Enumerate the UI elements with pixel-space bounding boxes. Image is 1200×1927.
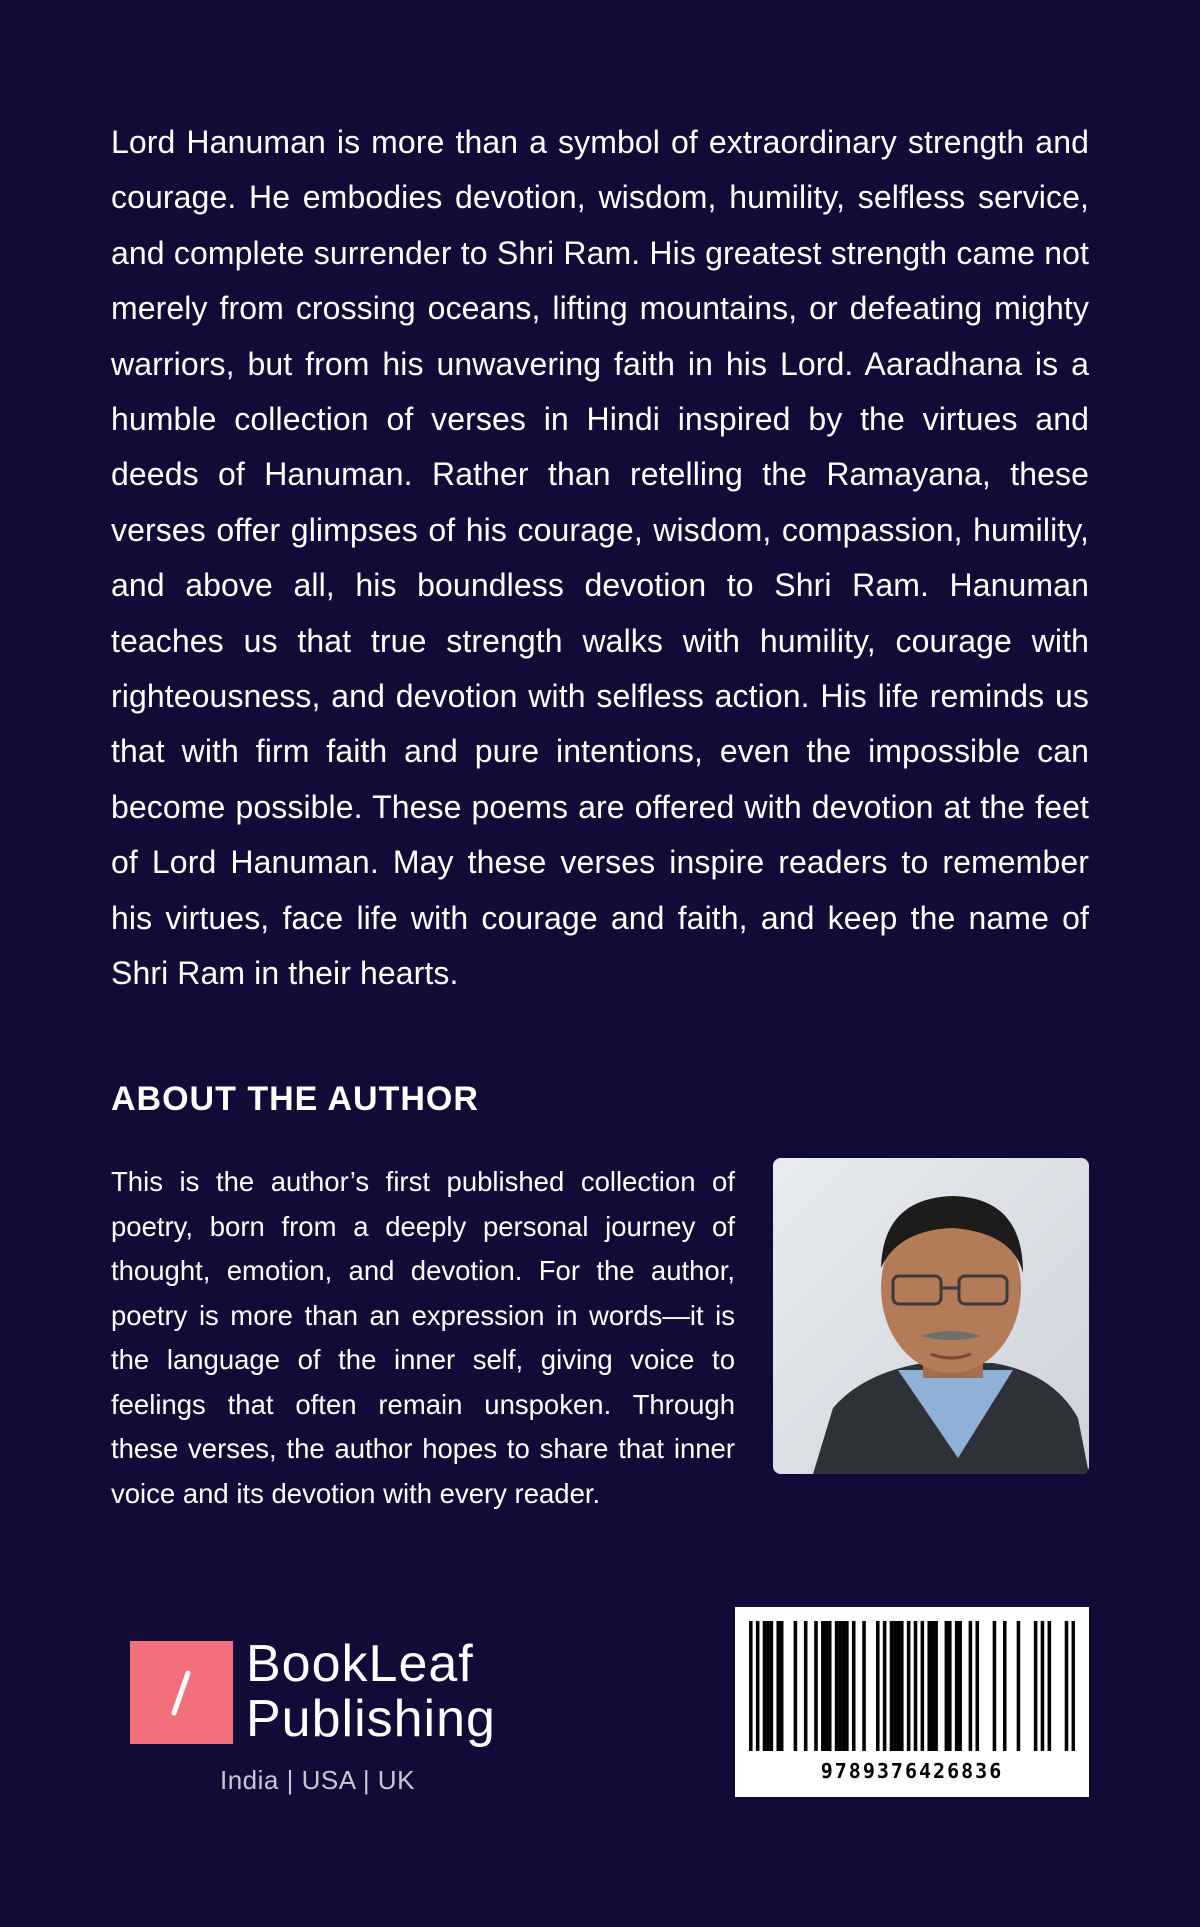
barcode-bar	[780, 1621, 784, 1751]
about-author-heading: ABOUT THE AUTHOR	[111, 1080, 479, 1118]
barcode-bar	[1034, 1621, 1038, 1751]
barcode-bar	[828, 1621, 832, 1751]
barcode-bar	[993, 1621, 997, 1751]
publisher-logo-mark	[130, 1641, 233, 1744]
barcode-bar	[835, 1621, 839, 1751]
publisher-name-line2: Publishing	[246, 1690, 496, 1748]
barcode-bar	[975, 1621, 979, 1751]
barcode-bar	[1048, 1621, 1052, 1751]
barcode-bar	[876, 1621, 880, 1751]
barcode-bar	[934, 1621, 938, 1751]
barcode-bar	[900, 1621, 904, 1751]
barcode-bar	[763, 1621, 767, 1751]
barcode-bar	[893, 1621, 897, 1751]
barcode-bar	[804, 1621, 808, 1751]
barcode-bar	[821, 1621, 825, 1751]
barcode-bar	[766, 1621, 770, 1751]
barcode-bar	[776, 1621, 780, 1751]
barcode-bar	[907, 1621, 911, 1751]
barcode-bar	[955, 1621, 959, 1751]
barcode-bar	[921, 1621, 925, 1751]
barcode-bar	[756, 1621, 760, 1751]
barcode-bar	[794, 1621, 798, 1751]
barcode-bar	[838, 1621, 842, 1751]
barcode-bar	[1065, 1621, 1069, 1751]
publisher-regions: India | USA | UK	[220, 1765, 415, 1795]
barcode-bar	[890, 1621, 894, 1751]
barcode-bar	[969, 1621, 973, 1751]
barcode-bar	[824, 1621, 828, 1751]
barcode-bar	[770, 1621, 774, 1751]
barcode-bar	[845, 1621, 849, 1751]
author-bio: This is the author’s first published collection of poetry, born from a deeply personal journey of thought, emotion, and devotion. For the author, poetry is more than an expression in words—it is the language of the inner self, giving voice to feelings that often remain unspoken. Through these verses, the author hopes to share that inner voice and its devotion with every reader.	[111, 1166, 735, 1509]
barcode-bar	[883, 1621, 887, 1751]
isbn-barcode	[735, 1607, 1089, 1797]
barcode-bar	[897, 1621, 901, 1751]
barcode-bar	[958, 1621, 962, 1751]
barcode-bars	[749, 1621, 1075, 1751]
barcode-bar	[749, 1621, 753, 1751]
barcode-bar	[914, 1621, 918, 1751]
barcode-bar	[927, 1621, 931, 1751]
barcode-bar	[1041, 1621, 1045, 1751]
barcode-bar	[945, 1621, 949, 1751]
barcode-bar	[1072, 1621, 1075, 1751]
author-photo	[773, 1158, 1089, 1474]
barcode-bar	[931, 1621, 935, 1751]
barcode-bar	[1017, 1621, 1021, 1751]
barcode-bar	[842, 1621, 846, 1751]
isbn-number: 9789376426836	[820, 1759, 1004, 1783]
publisher-logo	[130, 1635, 520, 1748]
barcode-bar	[862, 1621, 866, 1751]
barcode-bar	[814, 1621, 818, 1751]
barcode-bar	[1003, 1621, 1007, 1751]
publisher-name-line1: BookLeaf	[246, 1635, 474, 1693]
book-description: Lord Hanuman is more than a symbol of extraordinary strength and courage. He embodies devotion, wisdom, humility, selfless service, and complete surrender to Shri Ram. His greatest strength came not merely from crossing oceans, lifting mountains, or defeating mighty warriors, but from his unwavering faith in his Lord. Aaradhana is a humble collection of verses in Hindi inspired by the virtues and deeds of Hanuman. Rather than retelling the Ramayana, these verses offer glimpses of his courage, wisdom, compassion, humility, and above all, his boundless devotion to Shri Ram. Hanuman teaches us that true strength walks with humility, courage with righteousness, and devotion with selfless action. His life reminds us that with firm faith and pure intentions, even the impossible can become possible. These poems are offered with devotion at the feet of Lord Hanuman. May these verses inspire readers to remember his virtues, face life with courage and faith, and keep the name of Shri Ram in their hearts.	[111, 124, 1089, 992]
barcode-bar	[948, 1621, 952, 1751]
barcode-bar	[852, 1621, 856, 1751]
